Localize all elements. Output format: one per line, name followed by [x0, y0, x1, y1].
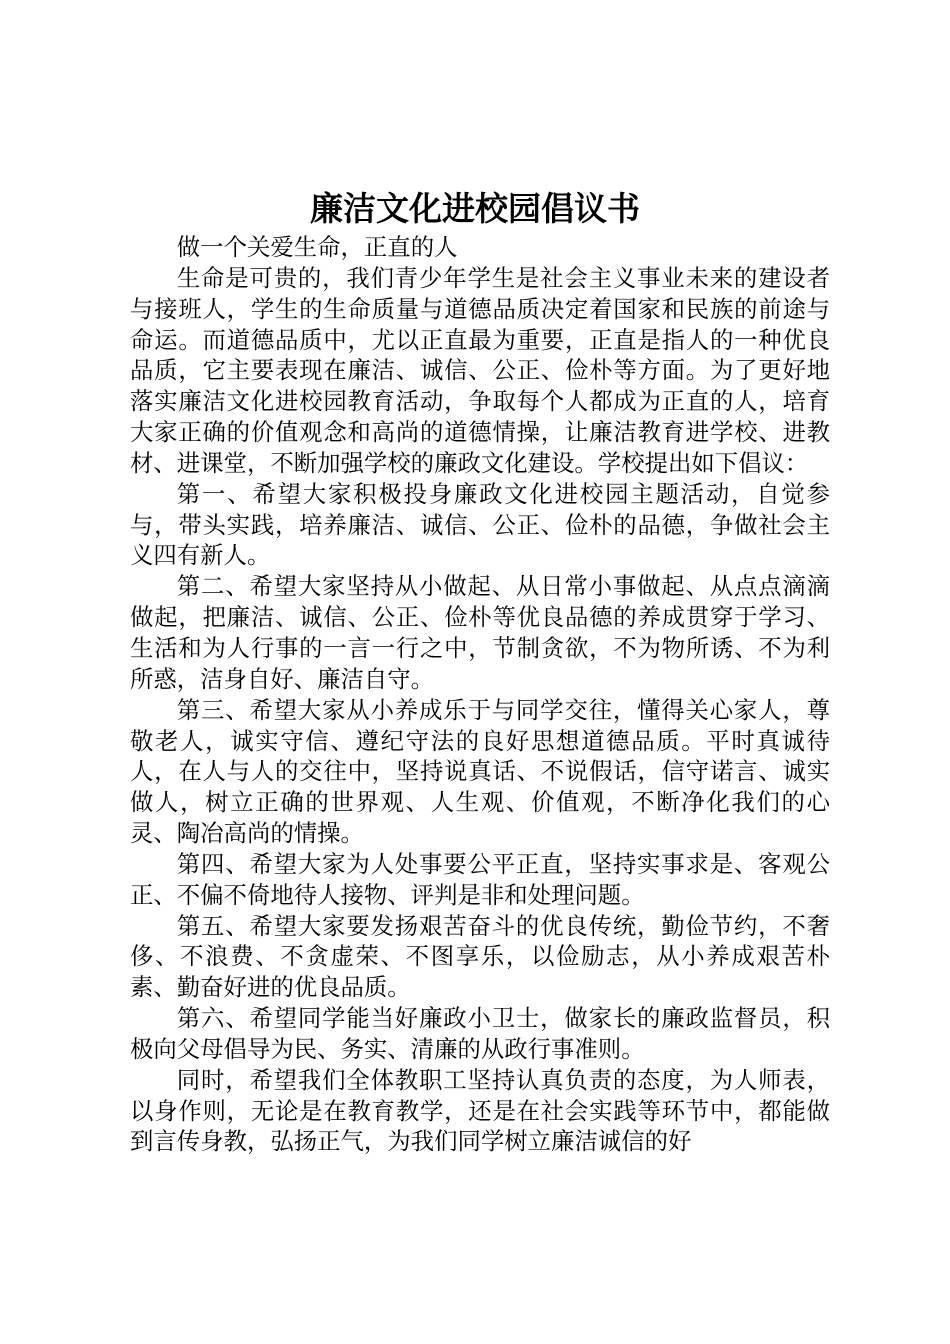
subtitle-paragraph: 做一个关爱生命，正直的人 [176, 233, 458, 261]
document-body [130, 232, 830, 1157]
proposal-paragraph-1: 第一、希望大家积极投身廉政文化进校园主题活动，自觉参与，带头实践，培养廉洁、诚信、公正、俭朴的品德，争做社会主义四有新人。 [130, 479, 830, 570]
proposal-paragraph-6: 第六、希望同学能当好廉政小卫士，做家长的廉政监督员，积极向父母倡导为民、务实、清廉的从政行事准则。 [130, 1004, 830, 1063]
document-title: 廉洁文化进校园倡议书 [310, 189, 640, 228]
proposal-paragraph-2: 第二、希望大家坚持从小做起、从日常小事做起、从点点滴滴做起，把廉洁、诚信、公正、俭朴等优良品德的养成贯穿于学习、生活和为人行事的一言一行之中，节制贪欲，不为物所诱、不为利所惑，洁身自好、廉洁自守。 [130, 572, 830, 693]
intro-paragraph: 生命是可贵的，我们青少年学生是社会主义事业未来的建设者与接班人，学生的生命质量与道德品质决定着国家和民族的前途与命运。而道德品质中，尤以正直最为重要，正直是指人的一种优良品质，它主要表现在廉洁、诚信、公正、俭朴等方面。为了更好地落实廉洁文化进校园教育活动，争取每个人都成为正直的人，培育大家正确的价值观念和高尚的道德情操，让廉洁教育进学校、进教材、进课堂，不断加强学校的廉政文化建设。学校提出如下倡议： [130, 263, 830, 477]
proposal-paragraph-5: 第五、希望大家要发扬艰苦奋斗的优良传统，勤俭节约，不奢侈、不浪费、不贪虚荣、不图享乐，以俭励志，从小养成艰苦朴素、勤奋好进的优良品质。 [130, 911, 830, 1002]
closing-paragraph: 同时，希望我们全体教职工坚持认真负责的态度，为人师表，以身作则，无论是在教育教学，还是在社会实践等环节中，都能做到言传身教，弘扬正气，为我们同学树立廉洁诚信的好 [130, 1065, 830, 1156]
proposal-paragraph-4: 第四、希望大家为人处事要公平正直，坚持实事求是、客观公正、不偏不倚地待人接物、评判是非和处理问题。 [130, 849, 830, 909]
proposal-paragraph-3: 第三、希望大家从小养成乐于与同学交往，懂得关心家人，尊敬老人，诚实守信、遵纪守法的良好思想道德品质。平时真诚待人，在人与人的交往中，坚持说真话、不说假话，信守诺言、诚实做人，树立正确的世界观、人生观、价值观，不断净化我们的心灵、陶冶高尚的情操。 [130, 695, 830, 848]
